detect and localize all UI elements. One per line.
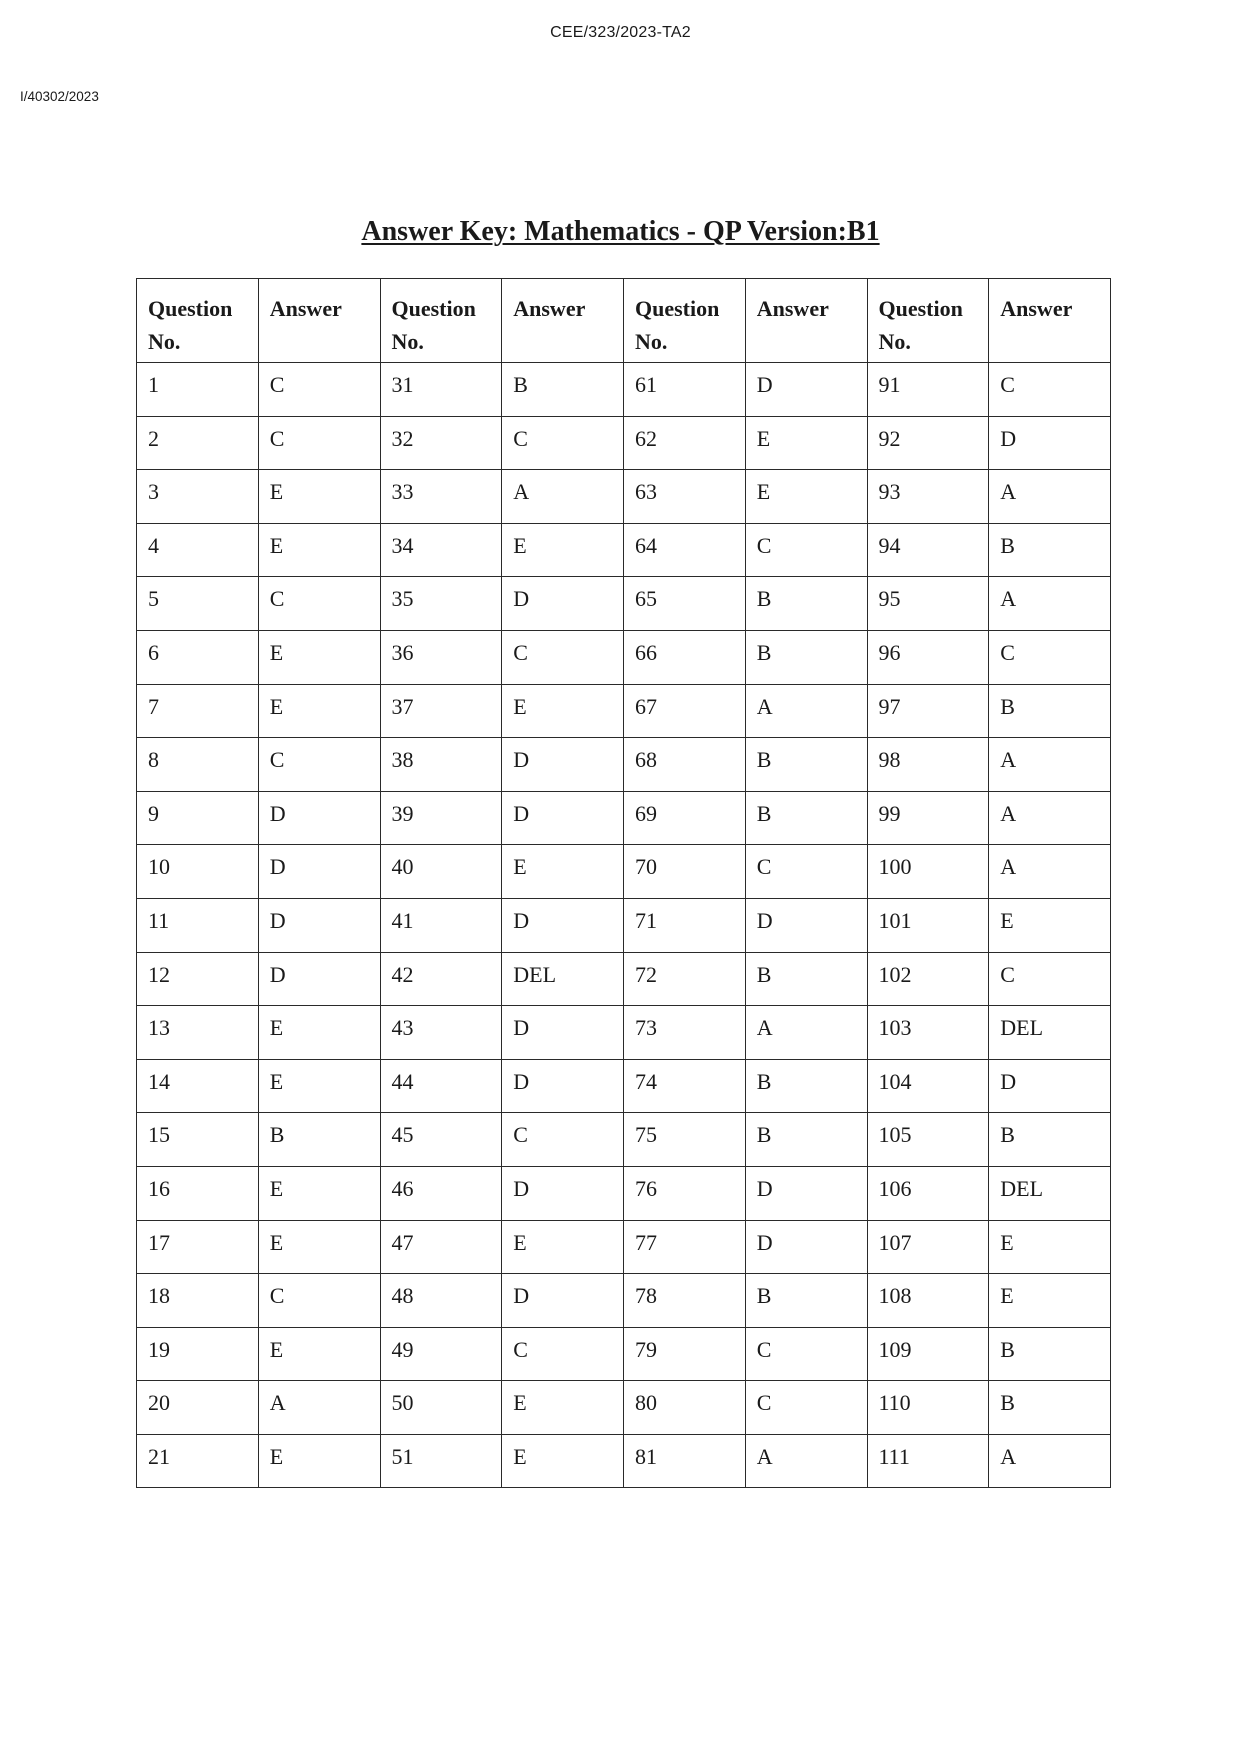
answer-cell: A [745,684,867,738]
answer-cell: DEL [502,952,624,1006]
table-row [137,1166,1111,1220]
answer-cell: B [258,1113,380,1167]
answer-cell: C [989,952,1111,1006]
question-number-cell: 33 [380,470,502,524]
answer-cell: A [989,738,1111,792]
answer-cell: D [258,791,380,845]
question-number-cell: 10 [137,845,259,899]
table-row [137,630,1111,684]
question-number-cell: 47 [380,1220,502,1274]
answer-cell: E [258,684,380,738]
question-number-cell: 106 [867,1166,989,1220]
answer-cell: D [745,1220,867,1274]
answer-cell: E [258,630,380,684]
question-number-cell: 68 [624,738,746,792]
answer-cell: E [989,898,1111,952]
answer-cell: E [258,1059,380,1113]
question-number-cell: 16 [137,1166,259,1220]
question-number-cell: 41 [380,898,502,952]
answer-cell: A [989,470,1111,524]
answer-cell: A [258,1381,380,1435]
question-number-cell: 36 [380,630,502,684]
answer-cell: C [258,416,380,470]
question-number-cell: 79 [624,1327,746,1381]
answer-cell: E [502,1381,624,1435]
question-number-cell: 13 [137,1006,259,1060]
answer-cell: B [989,1113,1111,1167]
answer-cell: A [989,791,1111,845]
table-row [137,577,1111,631]
question-number-cell: 104 [867,1059,989,1113]
answer-cell: E [258,470,380,524]
answer-cell: B [989,1327,1111,1381]
question-number-cell: 81 [624,1434,746,1488]
answer-cell: D [502,577,624,631]
answer-cell: E [989,1274,1111,1328]
answer-cell: D [502,1059,624,1113]
answer-cell: C [989,630,1111,684]
answer-cell: D [502,898,624,952]
column-header-question-no: Question No. [380,279,502,363]
column-header-question-no: Question No. [867,279,989,363]
answer-cell: E [502,845,624,899]
question-number-cell: 103 [867,1006,989,1060]
question-number-cell: 98 [867,738,989,792]
answer-cell: B [989,523,1111,577]
column-header-answer: Answer [502,279,624,363]
answer-cell: A [989,577,1111,631]
question-number-cell: 8 [137,738,259,792]
question-number-cell: 110 [867,1381,989,1435]
answer-key-body [137,363,1111,1488]
column-header-answer: Answer [989,279,1111,363]
answer-cell: A [745,1006,867,1060]
answer-cell: B [745,1059,867,1113]
answer-cell: B [745,1113,867,1167]
question-number-cell: 111 [867,1434,989,1488]
table-row [137,1274,1111,1328]
question-number-cell: 39 [380,791,502,845]
answer-cell: A [989,1434,1111,1488]
question-number-cell: 76 [624,1166,746,1220]
question-number-cell: 45 [380,1113,502,1167]
answer-cell: D [989,1059,1111,1113]
question-number-cell: 64 [624,523,746,577]
answer-cell: E [258,1327,380,1381]
question-number-cell: 40 [380,845,502,899]
answer-cell: D [258,898,380,952]
question-number-cell: 67 [624,684,746,738]
question-number-cell: 51 [380,1434,502,1488]
answer-cell: E [258,1166,380,1220]
answer-cell: C [745,523,867,577]
question-number-cell: 99 [867,791,989,845]
answer-cell: C [745,1327,867,1381]
question-number-cell: 19 [137,1327,259,1381]
answer-cell: C [502,630,624,684]
answer-cell: E [502,1220,624,1274]
question-number-cell: 96 [867,630,989,684]
question-number-cell: 32 [380,416,502,470]
answer-cell: C [258,363,380,417]
question-number-cell: 21 [137,1434,259,1488]
table-row [137,363,1111,417]
table-row [137,523,1111,577]
question-number-cell: 50 [380,1381,502,1435]
answer-cell: B [745,1274,867,1328]
answer-cell: D [502,1006,624,1060]
question-number-cell: 12 [137,952,259,1006]
question-number-cell: 48 [380,1274,502,1328]
question-number-cell: 6 [137,630,259,684]
question-number-cell: 9 [137,791,259,845]
page-title: Answer Key: Mathematics - QP Version:B1 [361,216,880,247]
answer-cell: B [745,952,867,1006]
question-number-cell: 69 [624,791,746,845]
answer-cell: E [258,1220,380,1274]
answer-cell: A [745,1434,867,1488]
question-number-cell: 20 [137,1381,259,1435]
question-number-cell: 91 [867,363,989,417]
question-number-cell: 14 [137,1059,259,1113]
answer-cell: E [745,416,867,470]
question-number-cell: 94 [867,523,989,577]
answer-cell: D [745,363,867,417]
question-number-cell: 35 [380,577,502,631]
answer-key-table [136,278,1111,1488]
question-number-cell: 107 [867,1220,989,1274]
answer-cell: E [502,684,624,738]
question-number-cell: 18 [137,1274,259,1328]
question-number-cell: 80 [624,1381,746,1435]
question-number-cell: 77 [624,1220,746,1274]
question-number-cell: 73 [624,1006,746,1060]
table-row [137,845,1111,899]
question-number-cell: 66 [624,630,746,684]
table-row [137,1434,1111,1488]
question-number-cell: 70 [624,845,746,899]
question-number-cell: 95 [867,577,989,631]
answer-key-header [137,279,1111,363]
answer-cell: E [989,1220,1111,1274]
document-reference-header: CEE/323/2023-TA2 [550,24,691,41]
question-number-cell: 75 [624,1113,746,1167]
answer-cell: C [258,1274,380,1328]
question-number-cell: 17 [137,1220,259,1274]
question-number-cell: 42 [380,952,502,1006]
question-number-cell: 109 [867,1327,989,1381]
table-row [137,1113,1111,1167]
question-number-cell: 44 [380,1059,502,1113]
question-number-cell: 72 [624,952,746,1006]
table-row [137,470,1111,524]
answer-cell: B [745,577,867,631]
answer-cell: B [745,738,867,792]
answer-cell: C [745,1381,867,1435]
answer-cell: DEL [989,1166,1111,1220]
answer-cell: C [258,577,380,631]
table-row [137,1381,1111,1435]
question-number-cell: 5 [137,577,259,631]
answer-cell: B [745,630,867,684]
question-number-cell: 38 [380,738,502,792]
answer-cell: D [989,416,1111,470]
answer-cell: A [989,845,1111,899]
answer-cell: D [502,738,624,792]
answer-cell: D [258,952,380,1006]
question-number-cell: 101 [867,898,989,952]
answer-cell: C [258,738,380,792]
answer-cell: C [745,845,867,899]
question-number-cell: 92 [867,416,989,470]
answer-cell: E [258,1434,380,1488]
question-number-cell: 100 [867,845,989,899]
answer-cell: DEL [989,1006,1111,1060]
question-number-cell: 11 [137,898,259,952]
answer-cell: C [502,416,624,470]
question-number-cell: 61 [624,363,746,417]
question-number-cell: 4 [137,523,259,577]
question-number-cell: 62 [624,416,746,470]
table-row [137,1006,1111,1060]
question-number-cell: 102 [867,952,989,1006]
answer-cell: D [258,845,380,899]
question-number-cell: 2 [137,416,259,470]
table-row [137,1059,1111,1113]
document-reference-side: I/40302/2023 [20,89,99,104]
question-number-cell: 93 [867,470,989,524]
table-row [137,791,1111,845]
question-number-cell: 63 [624,470,746,524]
question-number-cell: 31 [380,363,502,417]
table-row [137,1327,1111,1381]
column-header-question-no: Question No. [137,279,259,363]
question-number-cell: 65 [624,577,746,631]
question-number-cell: 105 [867,1113,989,1167]
table-row [137,738,1111,792]
answer-cell: D [502,1274,624,1328]
answer-cell: D [745,898,867,952]
answer-cell: D [745,1166,867,1220]
question-number-cell: 1 [137,363,259,417]
header-row [137,279,1111,363]
question-number-cell: 37 [380,684,502,738]
table-row [137,684,1111,738]
question-number-cell: 3 [137,470,259,524]
table-row [137,1220,1111,1274]
table-row [137,416,1111,470]
question-number-cell: 49 [380,1327,502,1381]
column-header-answer: Answer [258,279,380,363]
answer-cell: B [745,791,867,845]
question-number-cell: 71 [624,898,746,952]
answer-cell: E [745,470,867,524]
column-header-answer: Answer [745,279,867,363]
question-number-cell: 46 [380,1166,502,1220]
answer-cell: C [502,1113,624,1167]
question-number-cell: 43 [380,1006,502,1060]
answer-cell: E [502,523,624,577]
question-number-cell: 108 [867,1274,989,1328]
answer-cell: C [989,363,1111,417]
question-number-cell: 15 [137,1113,259,1167]
answer-cell: A [502,470,624,524]
answer-cell: E [502,1434,624,1488]
question-number-cell: 78 [624,1274,746,1328]
answer-cell: D [502,1166,624,1220]
question-number-cell: 97 [867,684,989,738]
question-number-cell: 7 [137,684,259,738]
answer-cell: D [502,791,624,845]
table-row [137,952,1111,1006]
column-header-question-no: Question No. [624,279,746,363]
question-number-cell: 74 [624,1059,746,1113]
answer-cell: B [989,684,1111,738]
question-number-cell: 34 [380,523,502,577]
table-row [137,898,1111,952]
answer-cell: B [502,363,624,417]
answer-cell: E [258,523,380,577]
answer-cell: B [989,1381,1111,1435]
answer-cell: C [502,1327,624,1381]
answer-cell: E [258,1006,380,1060]
